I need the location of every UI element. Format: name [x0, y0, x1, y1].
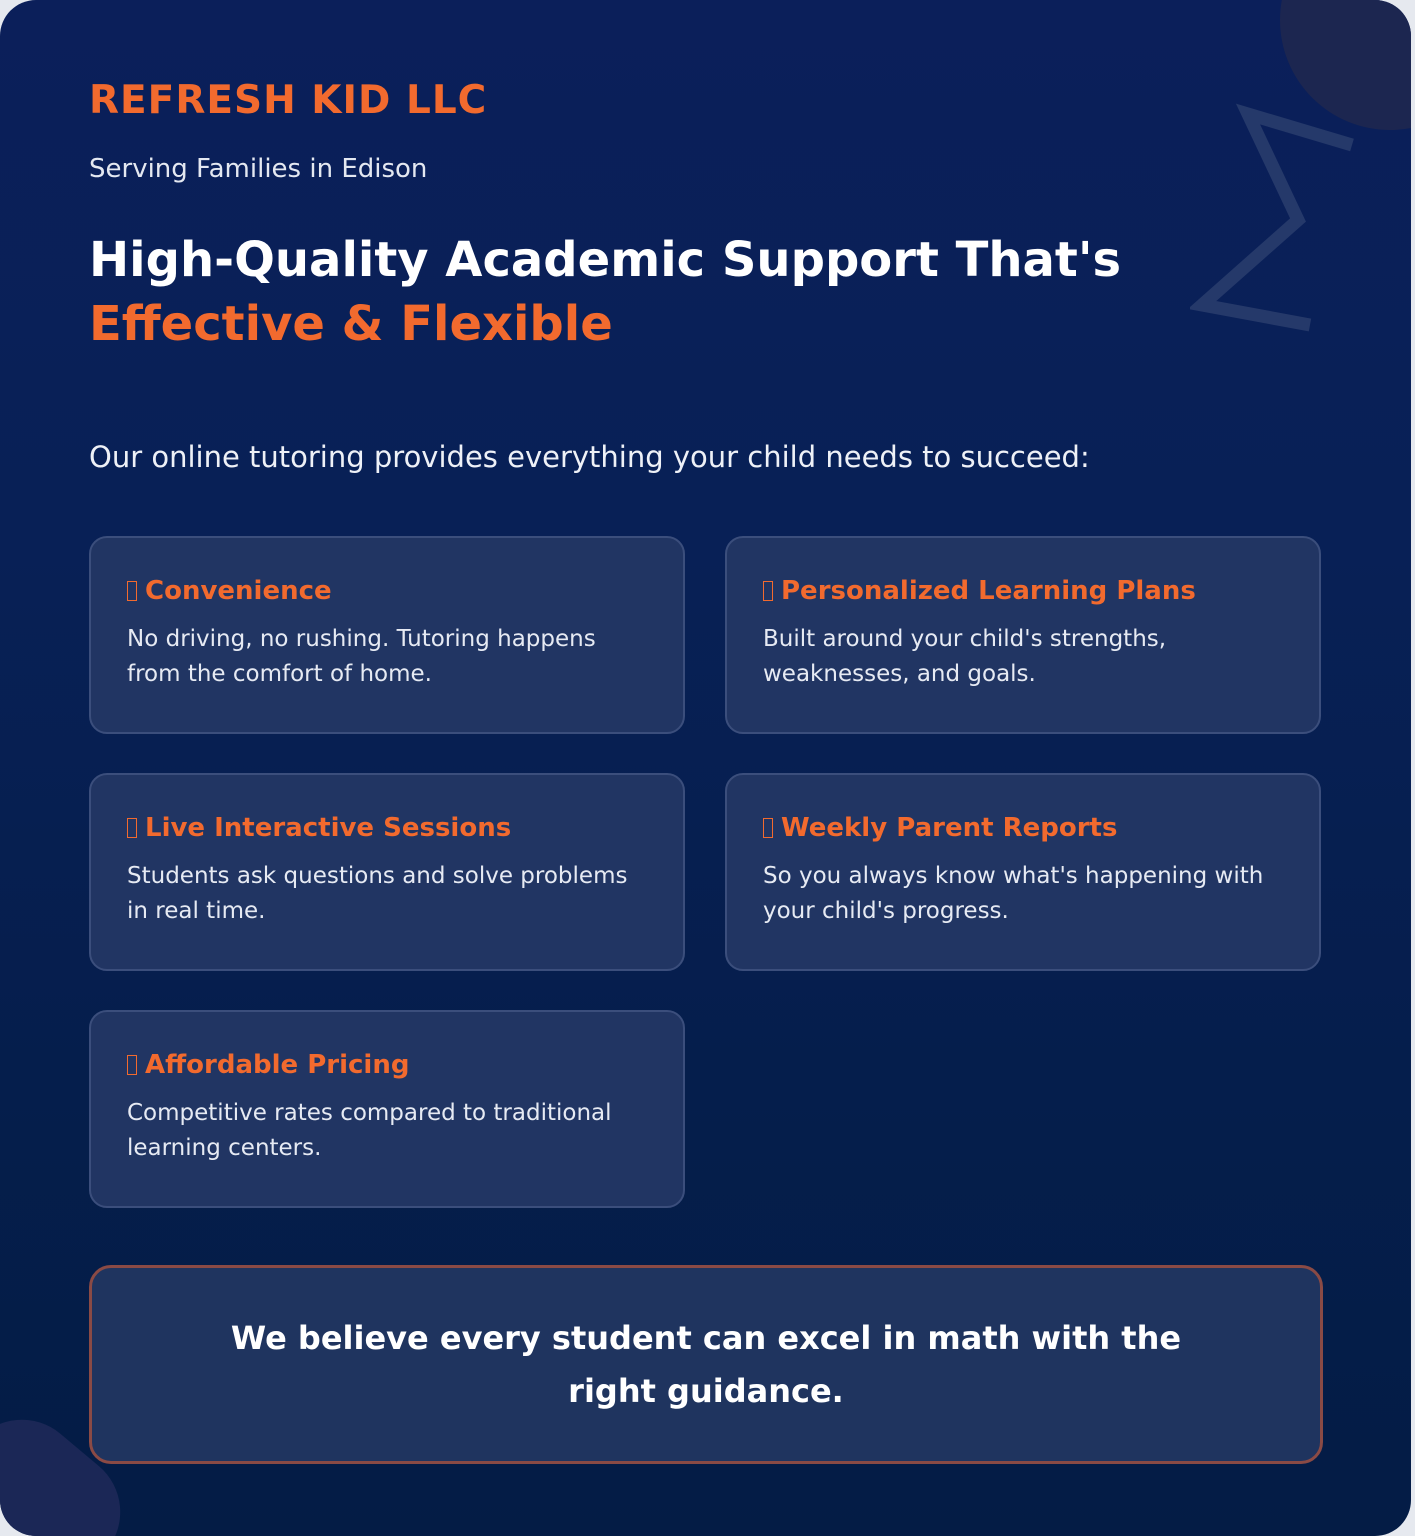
missing-glyph-icon	[763, 818, 773, 838]
missing-glyph-icon	[763, 581, 773, 601]
feature-description: No driving, no rushing. Tutoring happens from the comfort of home.	[127, 626, 596, 687]
feature-card-convenience	[89, 536, 685, 734]
brand-name: REFRESH KID LLC	[89, 78, 488, 123]
feature-title: Weekly Parent Reports	[781, 813, 1118, 843]
headline-accent: Effective & Flexible	[89, 296, 613, 352]
feature-title: Live Interactive Sessions	[145, 813, 512, 843]
mission-quote: We believe every student can excel in math with the right guidance.	[89, 1265, 1323, 1464]
feature-description: Built around your child's strengths, weaknesses, and goals.	[763, 626, 1167, 687]
missing-glyph-icon	[127, 581, 137, 601]
feature-title: Convenience	[145, 576, 332, 606]
feature-card-affordable-pricing	[89, 1010, 685, 1208]
missing-glyph-icon	[127, 1055, 137, 1075]
intro-text: Our online tutoring provides everything your child needs to succeed:	[89, 440, 1090, 474]
tagline: Serving Families in Edison	[89, 154, 428, 184]
missing-glyph-icon	[127, 818, 137, 838]
page-title	[89, 228, 1319, 356]
feature-card-personalized-plans	[725, 536, 1321, 734]
feature-title: Affordable Pricing	[145, 1050, 410, 1080]
feature-description: Competitive rates compared to traditional learning centers.	[127, 1100, 612, 1161]
feature-title: Personalized Learning Plans	[781, 576, 1196, 606]
feature-card-parent-reports	[725, 773, 1321, 971]
headline-main: High-Quality Academic Support That's	[89, 232, 1122, 288]
feature-description: Students ask questions and solve problems in real time.	[127, 863, 628, 924]
feature-card-live-sessions	[89, 773, 685, 971]
feature-description: So you always know what's happening with your child's progress.	[763, 863, 1264, 924]
